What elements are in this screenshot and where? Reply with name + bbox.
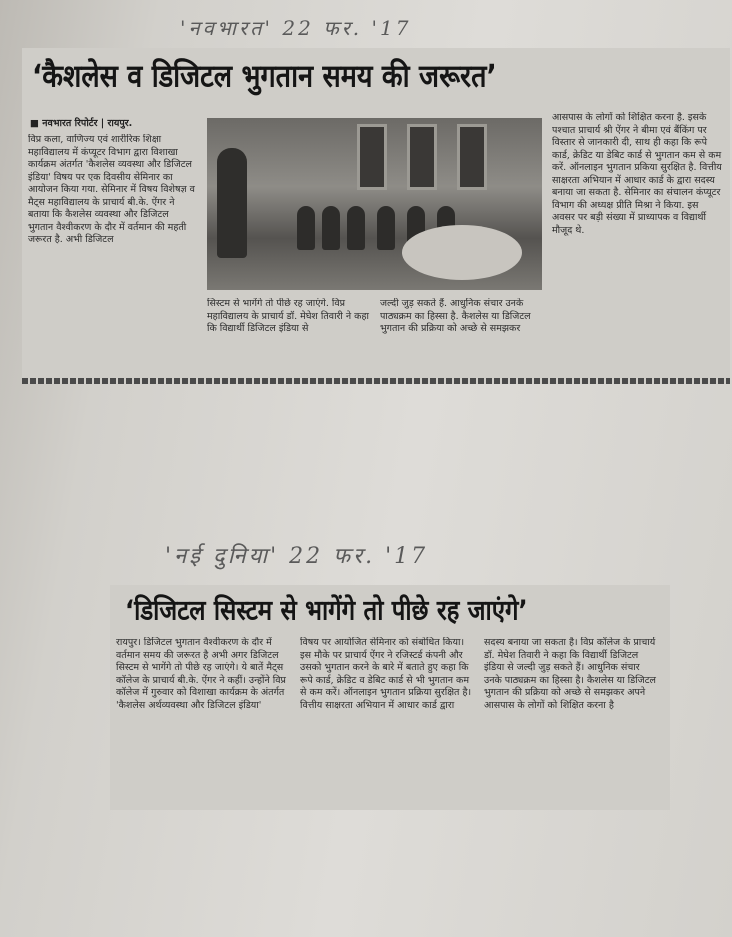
article2-column-1: रायपुर। डिजिटल भुगतान वैश्वीकरण के दौर में वर्तमान समय की जरूरत है अभी अगर डिजिटल सिस्टम से भागेंगे तो पीछे रह जाएंगे। ये बातें मैट्स कॉलेज के प्राचार्य बी.के. ऐंगर ने कहीं। उन्होंने विप्र कॉलेज में गुरुवार को विशाखा कार्यक्रम के अंतर्गत 'कैशलेस अर्थव्यवस्था और डिजिटल इंडिया'	[116, 637, 286, 711]
photo-window	[357, 124, 387, 190]
article1-byline: ■ नवभारत रिपोर्टर | रायपुर.	[30, 118, 133, 129]
handwritten-source-note-top: 'नवभारत' 22 फर. '17	[180, 16, 412, 40]
handwritten-source-note-middle: 'नई दुनिया' 22 फर. '17	[165, 544, 429, 569]
audience-person	[347, 206, 365, 250]
audience-person	[297, 206, 315, 250]
clipping-navbharat	[22, 48, 730, 383]
article1-column-4: आसपास के लोगों को शिक्षित करना है. इसके पश्चात प्राचार्य श्री ऐंगर ने बीमा एवं बैंकिंग पर विस्तार से जानकारी दी, साथ ही कहा कि रूपे कार्ड, क्रेडिट या डेबिट कार्ड से भुगतान कम से कम करें. ऑनलाइन भुगतान प्रकिया सुरक्षित है. वित्तीय साक्षरता अभियान में आधार कार्ड के द्वारा सदस्य बनाया जा सकता है. सेमिनार का संचालन कंप्यूटर विभाग की अध्यक्ष प्रीति मिश्रा ने किया. इस अवसर पर बड़ी संख्या में प्राध्यापक व विद्यार्थी मौजूद थे.	[552, 112, 722, 236]
speaker-figure	[217, 148, 247, 258]
clipping-nai-duniya	[110, 585, 670, 810]
clipping-divider	[22, 378, 730, 384]
article1-column-2: सिस्टम से भागेंगे तो पीछे रह जाएंगे. विप्र महाविद्यालय के प्राचार्य डॉ. मेघेश तिवारी ने कहा कि विद्यार्थी डिजिटल इंडिया से	[207, 298, 369, 334]
photo-window	[457, 124, 487, 190]
seminar-photo	[207, 118, 542, 290]
article1-headline: ‘कैशलेस व डिजिटल भुगतान समय की जरूरत’	[32, 58, 497, 95]
article2-column-2: विषय पर आयोजित सेमिनार को संबोधित किया। इस मौके पर प्राचार्य ऐंगर ने रजिस्टर्ड कंपनी और उसको भुगतान करने के बारे में बताते हुए कहा कि रूपे कार्ड, क्रेडिट व डेबिट कार्ड से भी भुगतान कम से कम करें। ऑनलाइन भुगतान प्रक्रिया सुरक्षित है। वित्तीय साक्षरता अभियान में आधार कार्ड द्वारा	[300, 637, 472, 711]
article2-headline: ‘डिजिटल सिस्टम से भागेंगे तो पीछे रह जाएंगे’	[125, 593, 528, 627]
article1-column-1: विप्र कला, वाणिज्य एवं शारीरिक शिक्षा महाविद्यालय में कंप्यूटर विभाग द्वारा विशाखा कार्यक्रम अंतर्गत 'कैशलेस व्यवस्था और डिजिटल इंडिया' विषय पर एक दिवसीय सेमिनार का आयोजन किया गया. सेमिनार में विषय विशेषज्ञ व मैट्स महाविद्यालय के प्राचार्य बी.के. ऐंगर ने बताया कि कैशलेस व्यवस्था और डिजिटल भुगतान वैश्वीकरण के दौर में वर्तमान की महती जरूरत है. अभी डिजिटल	[28, 134, 195, 245]
audience-person	[322, 206, 340, 250]
audience-person	[377, 206, 395, 250]
photo-window	[407, 124, 437, 190]
article1-column-3: जल्दी जुड़ सकते हैं. आधुनिक संचार उनके पाठ्यक्रम का हिस्सा है. कैशलेस या डिजिटल भुगतान की प्रक्रिया को अच्छे से समझकर	[380, 298, 531, 334]
round-table	[402, 225, 522, 280]
article2-column-3: सदस्य बनाया जा सकता है। विप्र कॉलेज के प्राचार्य डॉ. मेघेश तिवारी ने कहा कि विद्यार्थी डिजिटल इंडिया से जल्दी जुड़ सकते हैं। आधुनिक संचार उनके पाठ्यक्रम का हिस्सा है। कैशलेस या डिजिटल भुगतान की प्रक्रिया को अच्छे से समझकर अपने आसपास के लोगों को शिक्षित करना है	[484, 637, 656, 711]
